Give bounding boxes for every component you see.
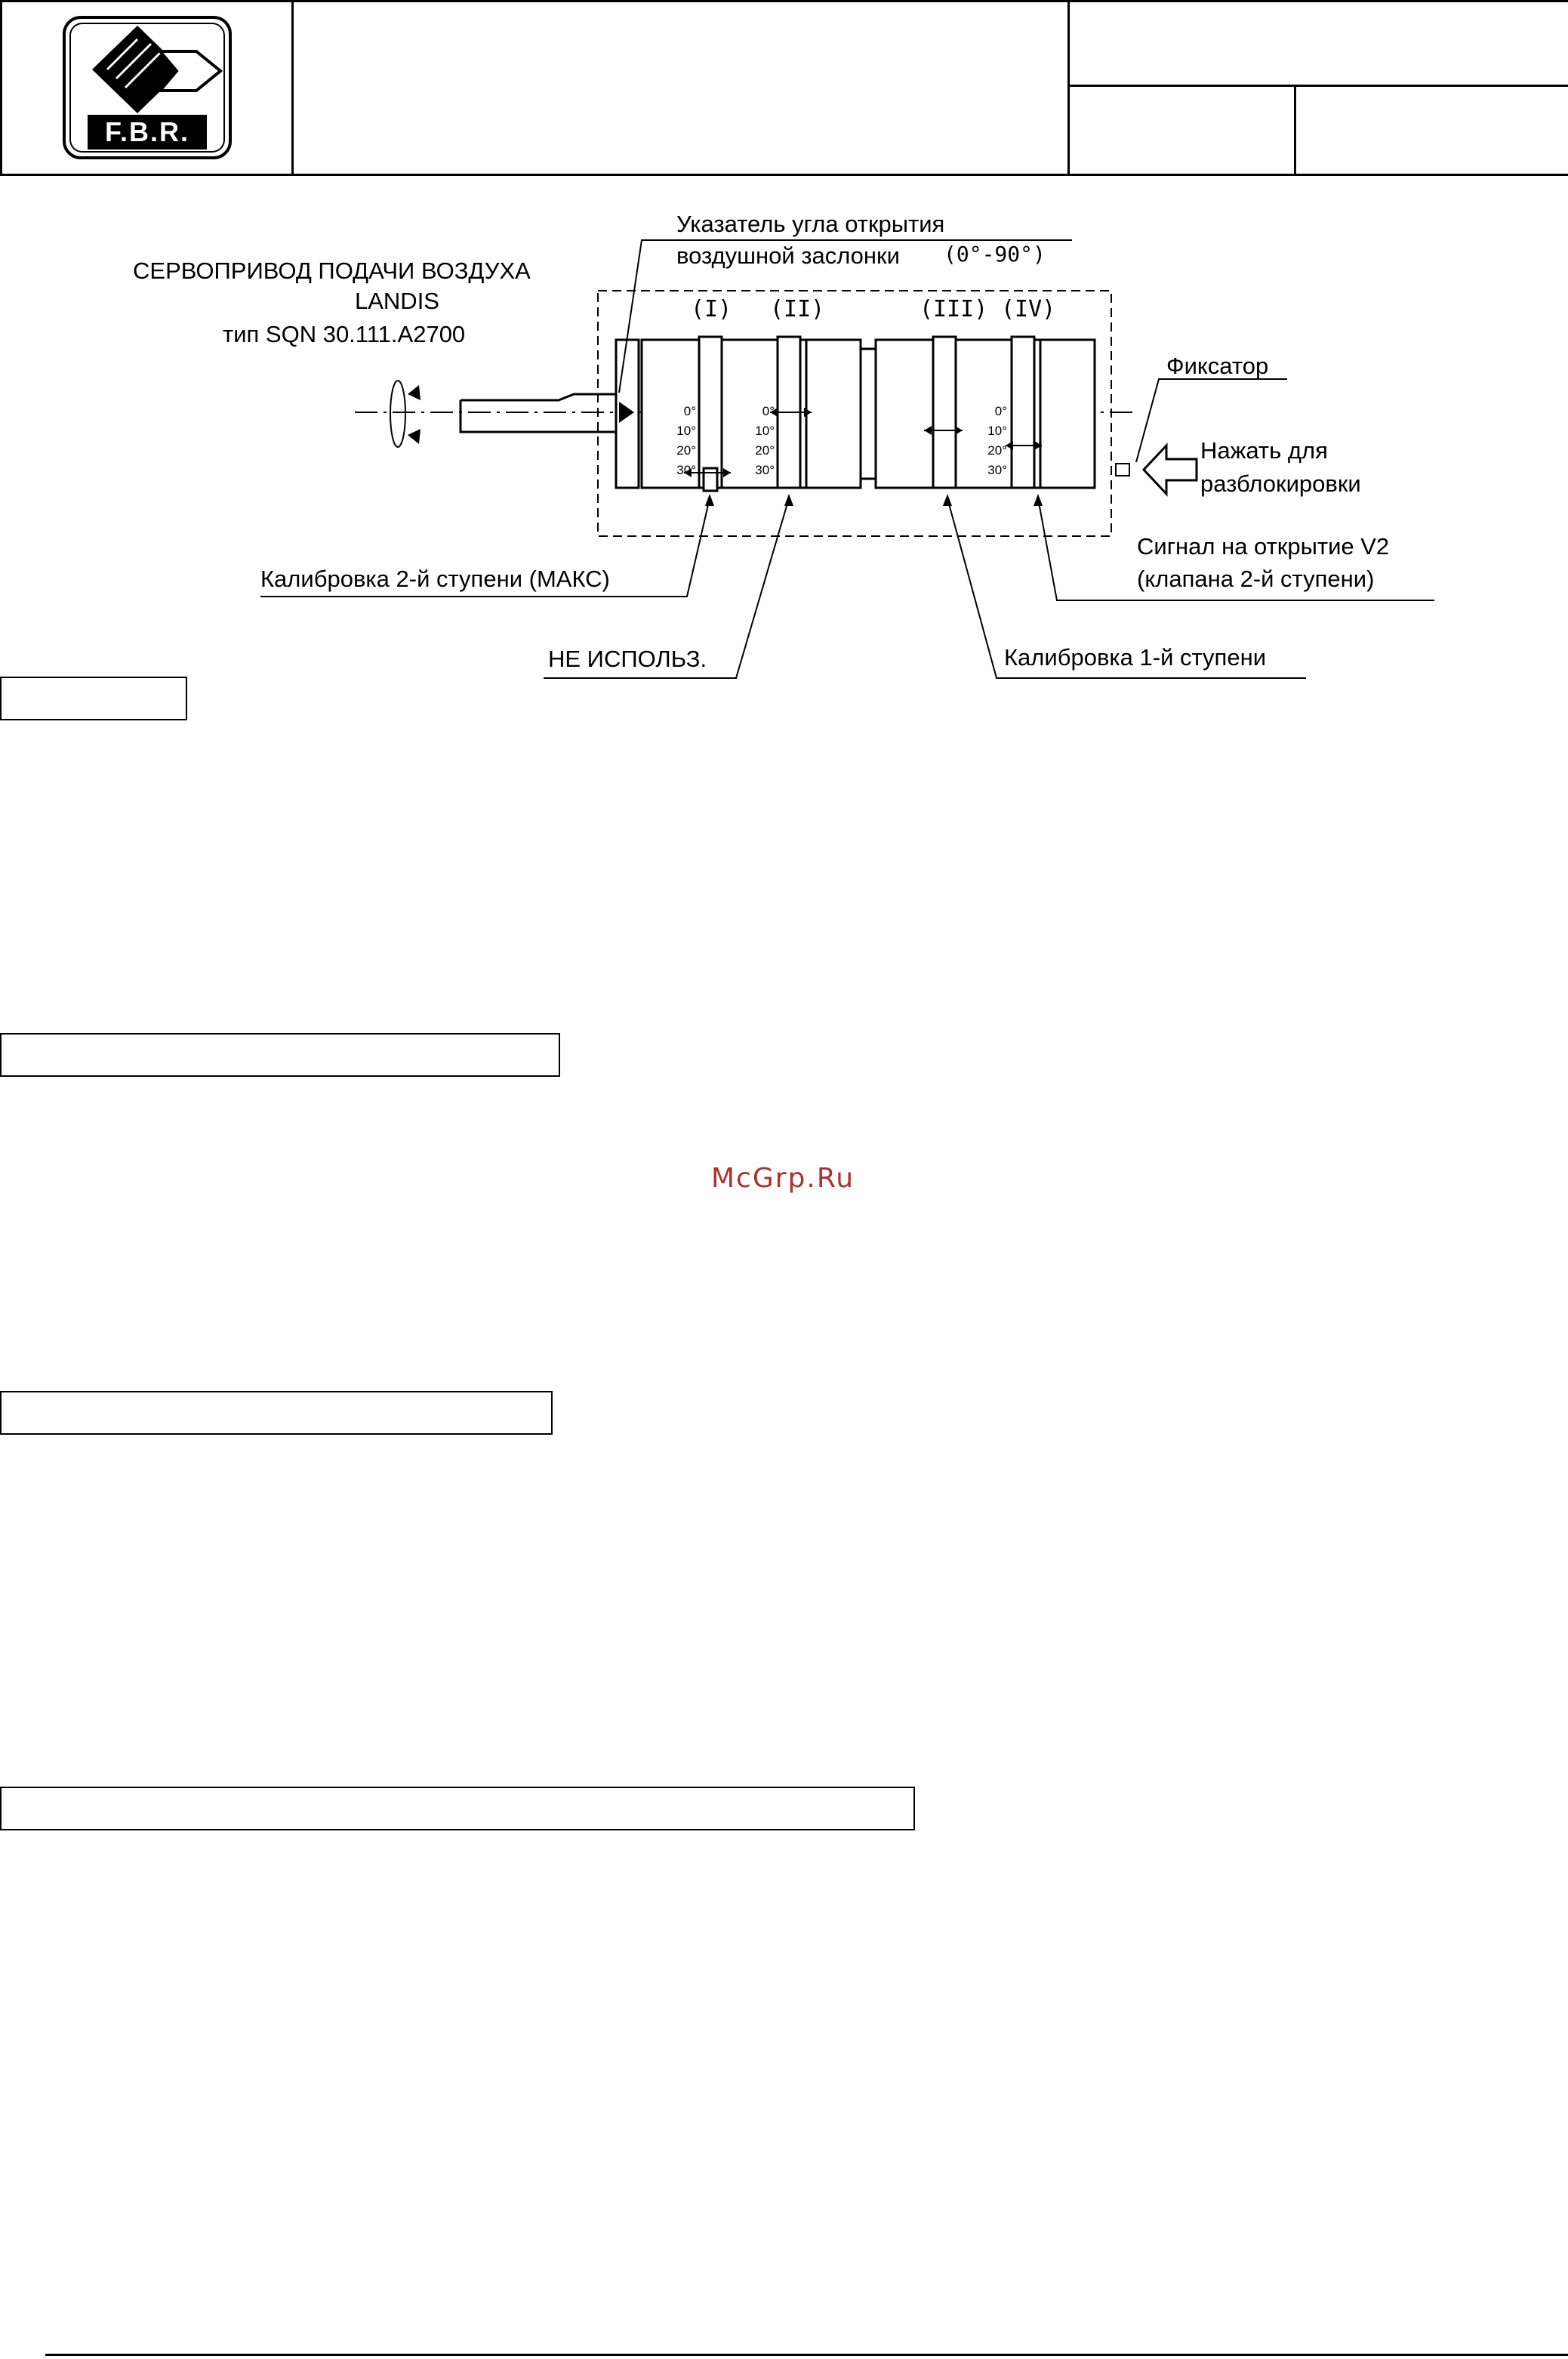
latch-label: Фиксатор <box>1166 353 1269 379</box>
v2-signal-line2: (клапана 2-й ступени) <box>1137 566 1375 592</box>
scale-label: 10° <box>987 424 1007 438</box>
v2-signal-line1: Сигнал на открытие V2 <box>1137 533 1390 560</box>
angle-pointer-line2: воздушной заслонки <box>676 242 900 269</box>
section-heading-box-4 <box>0 1787 915 1830</box>
section-heading-box-2 <box>0 1033 560 1077</box>
scale-label: 20° <box>987 443 1007 458</box>
cam-label-2: (II) <box>770 296 825 322</box>
scale-label: 30° <box>755 463 775 477</box>
scale-label: 20° <box>755 443 775 458</box>
scale-label: 0° <box>683 404 696 418</box>
servo-title-line2: LANDIS <box>355 288 439 314</box>
scale-label: 20° <box>676 443 696 458</box>
section-heading-box-3 <box>0 1391 553 1435</box>
cam-label-3: (III) <box>920 296 988 322</box>
scale-label: 10° <box>755 424 775 438</box>
scale-label: 10° <box>676 424 696 438</box>
logo-text: F.B.R. <box>104 116 189 147</box>
servo-title-line3: тип SQN 30.111.A2700 <box>223 321 466 347</box>
footer-rule <box>45 2354 1568 2356</box>
scale-cam-1 <box>654 402 696 480</box>
unlock-line2: разблокировки <box>1200 470 1361 497</box>
unlock-line1: Нажать для <box>1200 437 1328 464</box>
watermark: McGrp.Ru <box>711 1163 855 1194</box>
company-logo <box>62 15 233 160</box>
servo-title-line1: СЕРВОПРИВОД ПОДАЧИ ВОЗДУХА <box>133 257 531 284</box>
scale-label: 0° <box>762 404 775 418</box>
scale-label: 30° <box>676 463 696 477</box>
section-heading-box-1 <box>0 677 187 720</box>
cam-label-1: (I) <box>691 296 732 322</box>
scale-cam-4 <box>965 402 1007 480</box>
scale-label: 30° <box>987 463 1007 477</box>
calib-stage2-label: Калибровка 2-й ступени (МАКС) <box>260 566 610 592</box>
scale-cam-2 <box>732 402 775 480</box>
not-used-label: НЕ ИСПОЛЬЗ. <box>548 646 707 672</box>
angle-range: (0°-90°) <box>944 242 1046 267</box>
calib-stage1-label: Калибровка 1-й ступени <box>1004 644 1267 671</box>
angle-pointer-line1: Указатель угла открытия <box>676 211 945 237</box>
cam-label-4: (IV) <box>1001 296 1056 322</box>
scale-label: 0° <box>994 404 1007 418</box>
